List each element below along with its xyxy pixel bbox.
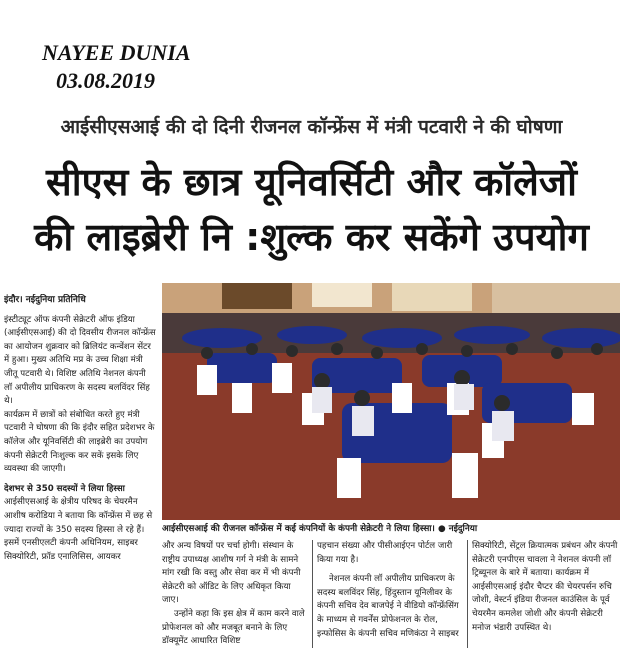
conference-hall-illustration: [162, 283, 620, 520]
headline-line-1: सीएस के छात्र यूनिवर्सिटी और कॉलेजों: [46, 160, 577, 204]
col3-paragraph-1: पहचान संख्या और पीसीआईएन पोर्टल जारी किया गया है।: [317, 541, 453, 565]
dateline: इंदौर। नईदुनिया प्रतिनिधि: [4, 295, 86, 305]
article-column-4: [472, 540, 620, 650]
col3-paragraph-2: नेशनल कंपनी लॉ अपीलीय प्राधिकरण के सदस्य बलविंदर सिंह, हिंदुस्तान यूनिलीवर के कंपनी सचिव देव बाजपेई ने वीडियो कॉन्फ्रेंसिंग के माध्यम से गवर्नेंस प्रोफेशनल के रोल, इन्फोसिस के कंपनी सचिव मणिकंठा ने साइबर: [317, 574, 459, 639]
col1-paragraph-3: आईसीएसआई के क्षेत्रीय परिषद के चेयरमैन आशीष करोडिया ने बताया कि कॉन्फ्रेंस में छह से ज्यादा राज्यों के 350 सदस्य हिस्सा ले रहे हैं। इसमें एनसीएलटी कंपनी अधिनियम, साइबर सिक्योरिटी, फ्रॉड एनालिसिस, आयकर: [4, 497, 153, 562]
col1-paragraph-1: इंस्टीट्यूट ऑफ कंपनी सेक्रेटरी ऑफ इंडिया (आईसीएसआई) की दो दिवसीय रीजनल कॉन्फ्रेंस का आयोजन शुक्रवार को ब्रिलियंट कन्वेंशन सेंटर में हुआ। मुख्य अतिथि मप्र के उच्च शिक्षा मंत्री जीतू पटवारी थे। विशिष्ट अतिथि नेशनल कंपनी लॉ अपीलीय प्राधिकरण के सदस्य बलविंदर सिंह थे।: [4, 314, 156, 407]
article-column-3: [317, 540, 462, 650]
article-column-2: [162, 540, 307, 650]
col1-subheading: देशभर से 350 सदस्यों ने लिया हिस्सा: [4, 483, 125, 494]
column-divider: [312, 540, 313, 648]
col1-paragraph-2: कार्यक्रम में छात्रों को संबोधित करते हुए मंत्री पटवारी ने घोषणा की कि इंदौर सहित प्रदेशभर के कॉलेज और यूनिवर्सिटी की लाइब्रेरी का उपयोग कंपनी सेक्रेटरी निःशुल्क कर सकें इसके लिए व्यवस्था की जाएगी।: [4, 409, 155, 475]
newspaper-name: NAYEE DUNIA: [42, 40, 191, 65]
kicker-headline: आईसीएसआई की दो दिनी रीजनल कॉन्फ्रेंस में मंत्री पटवारी ने की घोषणा: [60, 116, 563, 138]
col4-paragraph-1: सिक्योरिटी, सेंट्रल क्रियात्मक प्रबंधन और कंपनी सेक्रेटरी एनपीएस चावला ने नेशनल कंपनी लॉ ट्रिब्यूनल के बारे में बताया। कार्यक्रम में आईसीएसआई इंदौर चैप्टर की चेयरपर्सन रुचि जोशी, वेस्टर्न इंडिया रीजनल काउंसिल के पूर्व चेयरमैन कमलेश जोशी और कंपनी सेक्रेटरी मनोज भंडारी उपस्थित थे।: [472, 541, 618, 633]
col2-paragraph-1: और अन्य विषयों पर चर्चा होगी। संस्थान के राष्ट्रीय उपाध्यक्ष आशीष गर्ग ने मंत्री के सामने मांग रखी कि वस्तु और सेवा कर में भी कंपनी सेक्रेटरी को ऑडिट के लिए अधिकृत किया जाए।: [162, 541, 301, 606]
col2-paragraph-2: उन्होंने कहा कि इस क्षेत्र में काम करने वाले प्रोफेशनल को और मजबूत बनाने के लिए डॉक्यूमेंट आधारित विशिष्ट: [162, 608, 305, 647]
publication-date: 03.08.2019: [56, 68, 155, 93]
column-divider: [467, 540, 468, 648]
conference-photo: [162, 283, 620, 520]
headline-line-2: की लाइब्रेरी नि :शुल्क कर सकेंगे उपयोग: [34, 215, 589, 259]
photo-caption: आईसीएसआई की रीजनल कॉन्फ्रेंस में कई कंपनियों के कंपनी सेक्रेटरी ने लिया हिस्सा। ● नईदुनिया: [162, 524, 478, 534]
article-column-1: [4, 294, 156, 648]
